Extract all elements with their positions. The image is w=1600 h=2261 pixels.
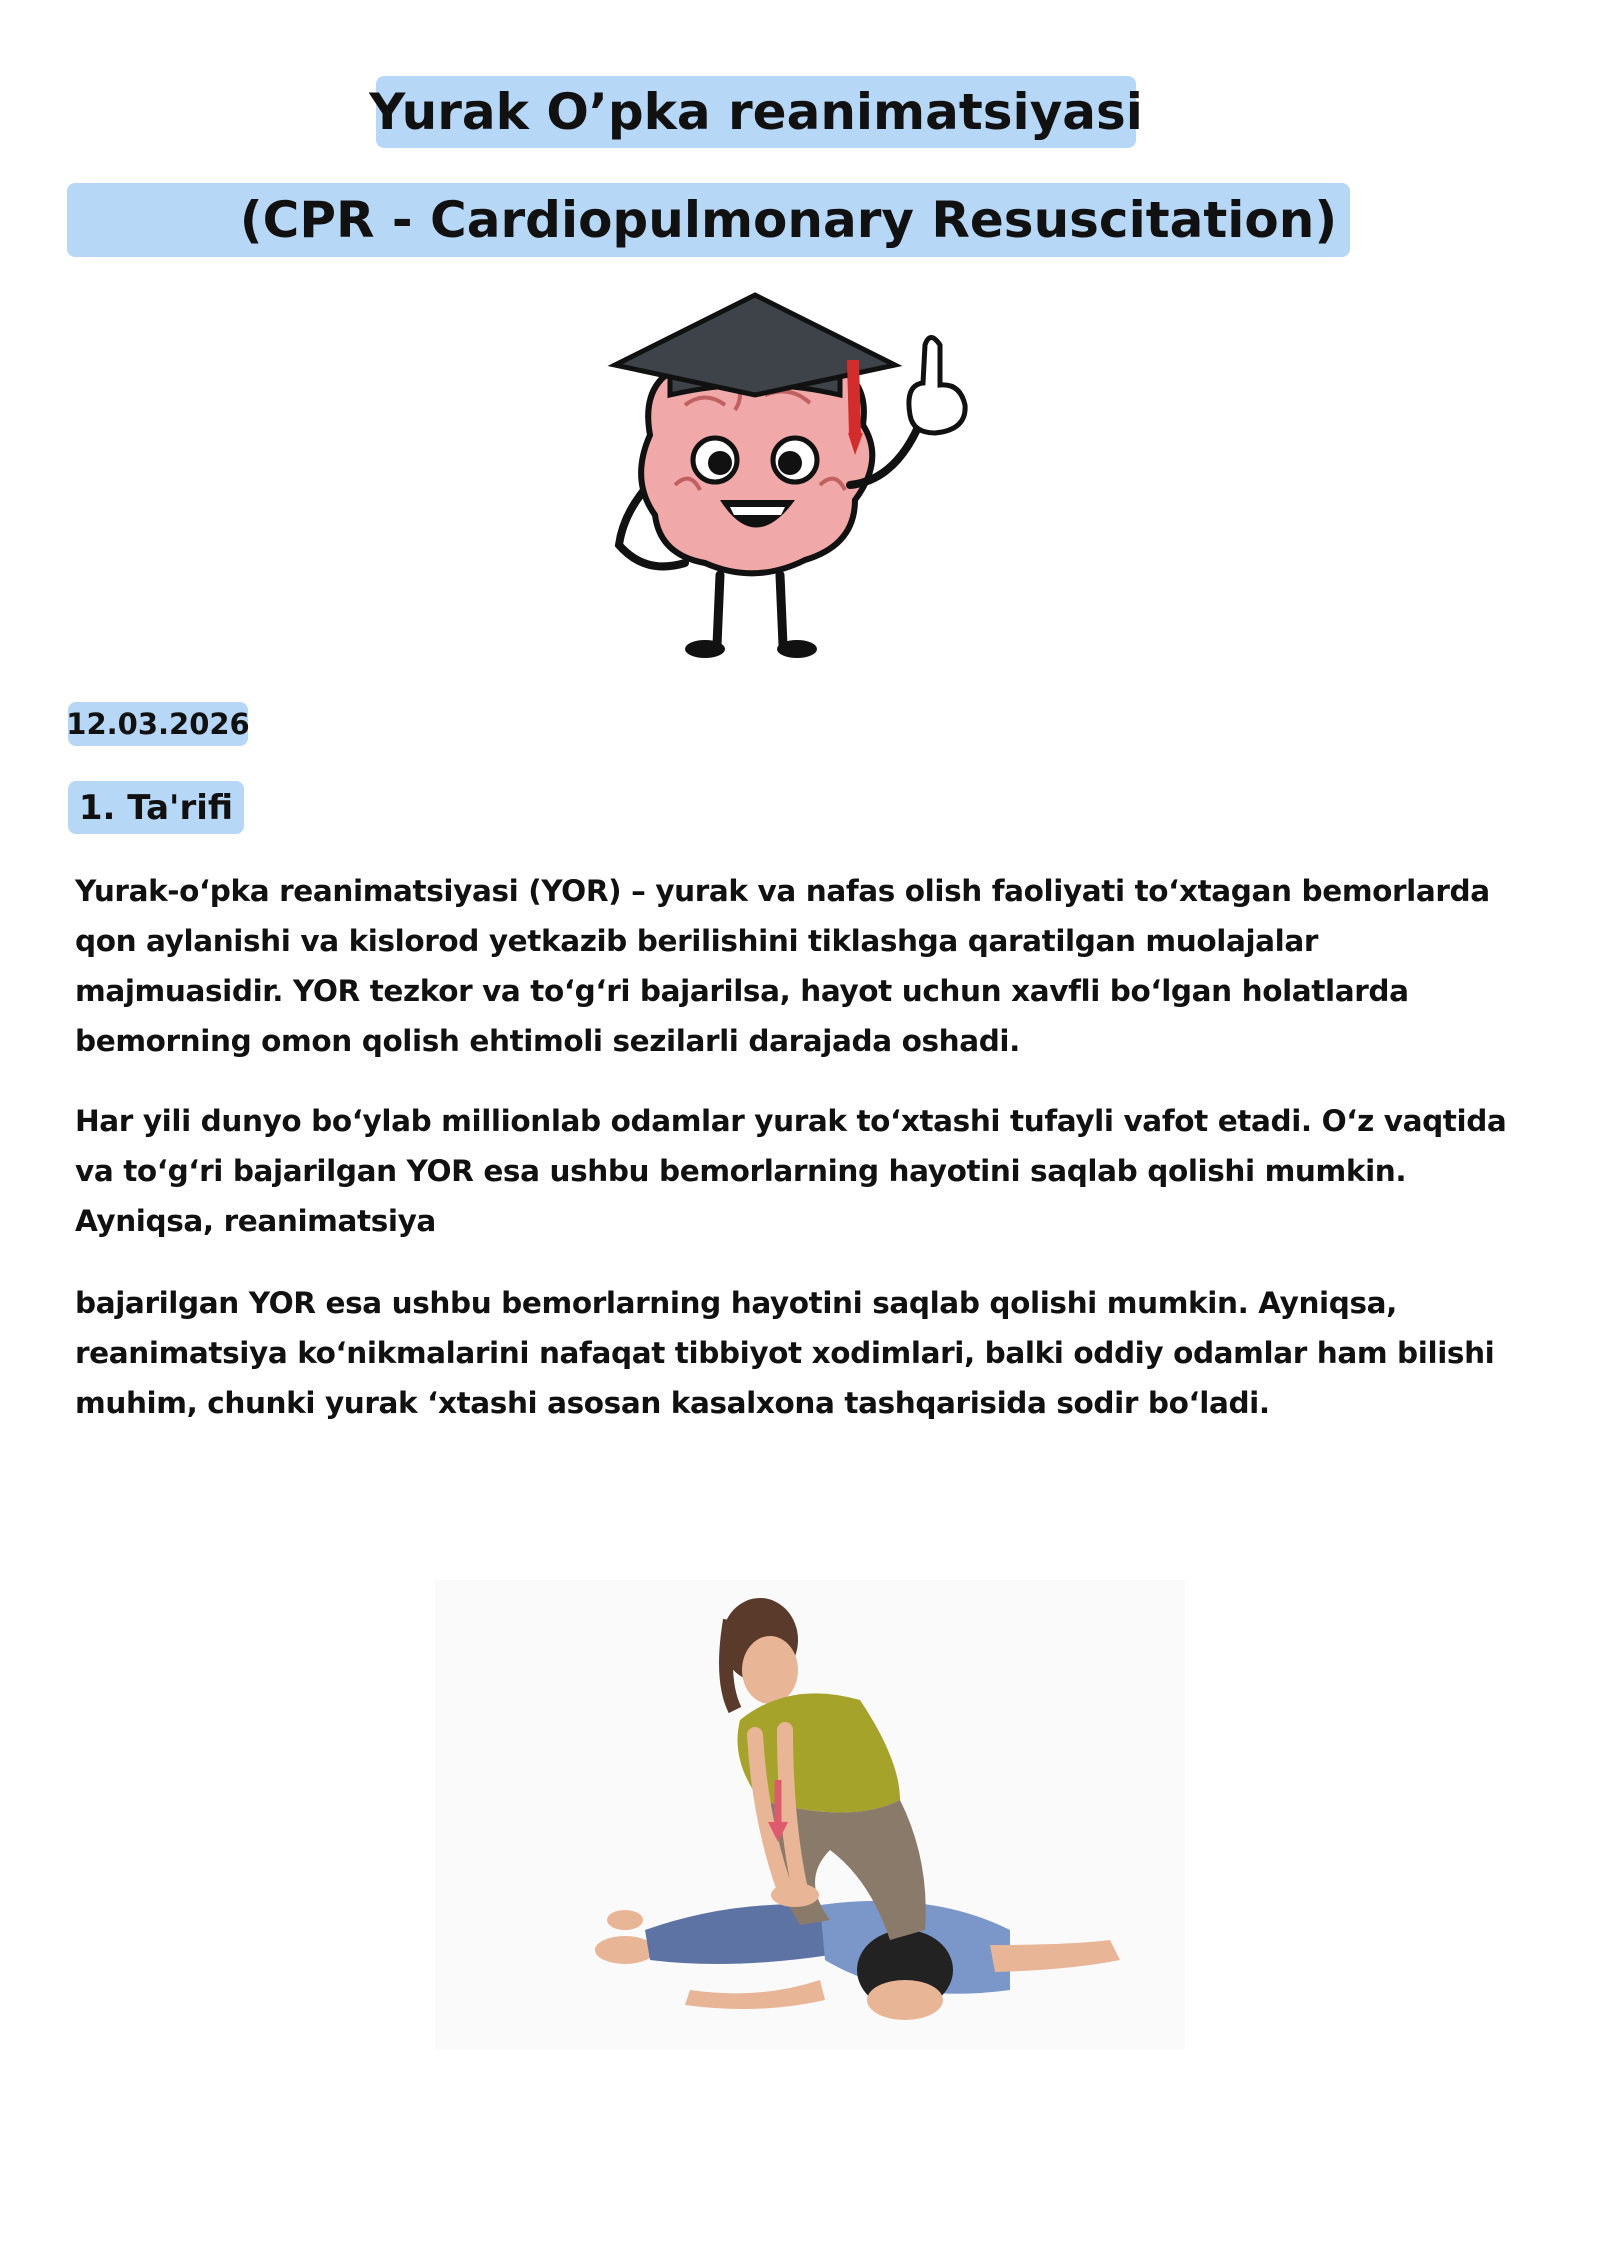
paragraph-line: muhim, chunki yurak ‘xtashi asosan kasalxona tashqarisida sodir bo‘ladi.: [75, 1386, 1270, 1420]
date-badge: 12.03.2026: [68, 702, 248, 746]
paragraph-line: bemorning omon qolish ehtimoli sezilarli darajada oshadi.: [75, 1024, 1020, 1058]
title-line2: [67, 183, 1350, 257]
paragraph-definition: [75, 866, 1535, 1066]
section-heading: 1. Ta'rifi: [68, 781, 244, 834]
title-line1: Yurak O’pka reanimatsiyasi: [376, 76, 1136, 148]
paragraph-line: majmuasidir. YOR tezkor va to‘g‘ri bajarilsa, hayot uchun xavfli bo‘lgan holatlarda: [75, 974, 1409, 1008]
paragraph-statistics: [75, 1096, 1535, 1246]
paragraph-line: qon aylanishi va kislorod yetkazib berilishini tiklashga qaratilgan muolajalar: [75, 924, 1319, 958]
paragraph-importance: [75, 1278, 1535, 1428]
paragraph-line: bajarilgan YOR esa ushbu bemorlarning hayotini saqlab qolishi mumkin. Ayniqsa,: [75, 1286, 1397, 1320]
paragraph-line: reanimatsiya ko‘nikmalarini nafaqat tibbiyot xodimlari, balki oddiy odamlar ham bilishi: [75, 1336, 1495, 1370]
brain-mascot-image: [605, 285, 1015, 675]
title-line2-text: (CPR - Cardiopulmonary Resuscitation): [239, 191, 1338, 249]
cpr-illustration-image: [430, 1560, 1190, 2080]
paragraph-line: Yurak-o‘pka reanimatsiyasi (YOR) – yurak va nafas olish faoliyati to‘xtagan bemorlarda: [75, 874, 1490, 908]
paragraph-line: Ayniqsa, reanimatsiya: [75, 1204, 436, 1238]
paragraph-line: va to‘g‘ri bajarilgan YOR esa ushbu bemorlarning hayotini saqlab qolishi mumkin.: [75, 1154, 1407, 1188]
paragraph-line: Har yili dunyo bo‘ylab millionlab odamlar yurak to‘xtashi tufayli vafot etadi. O‘z vaqtida: [75, 1104, 1507, 1138]
